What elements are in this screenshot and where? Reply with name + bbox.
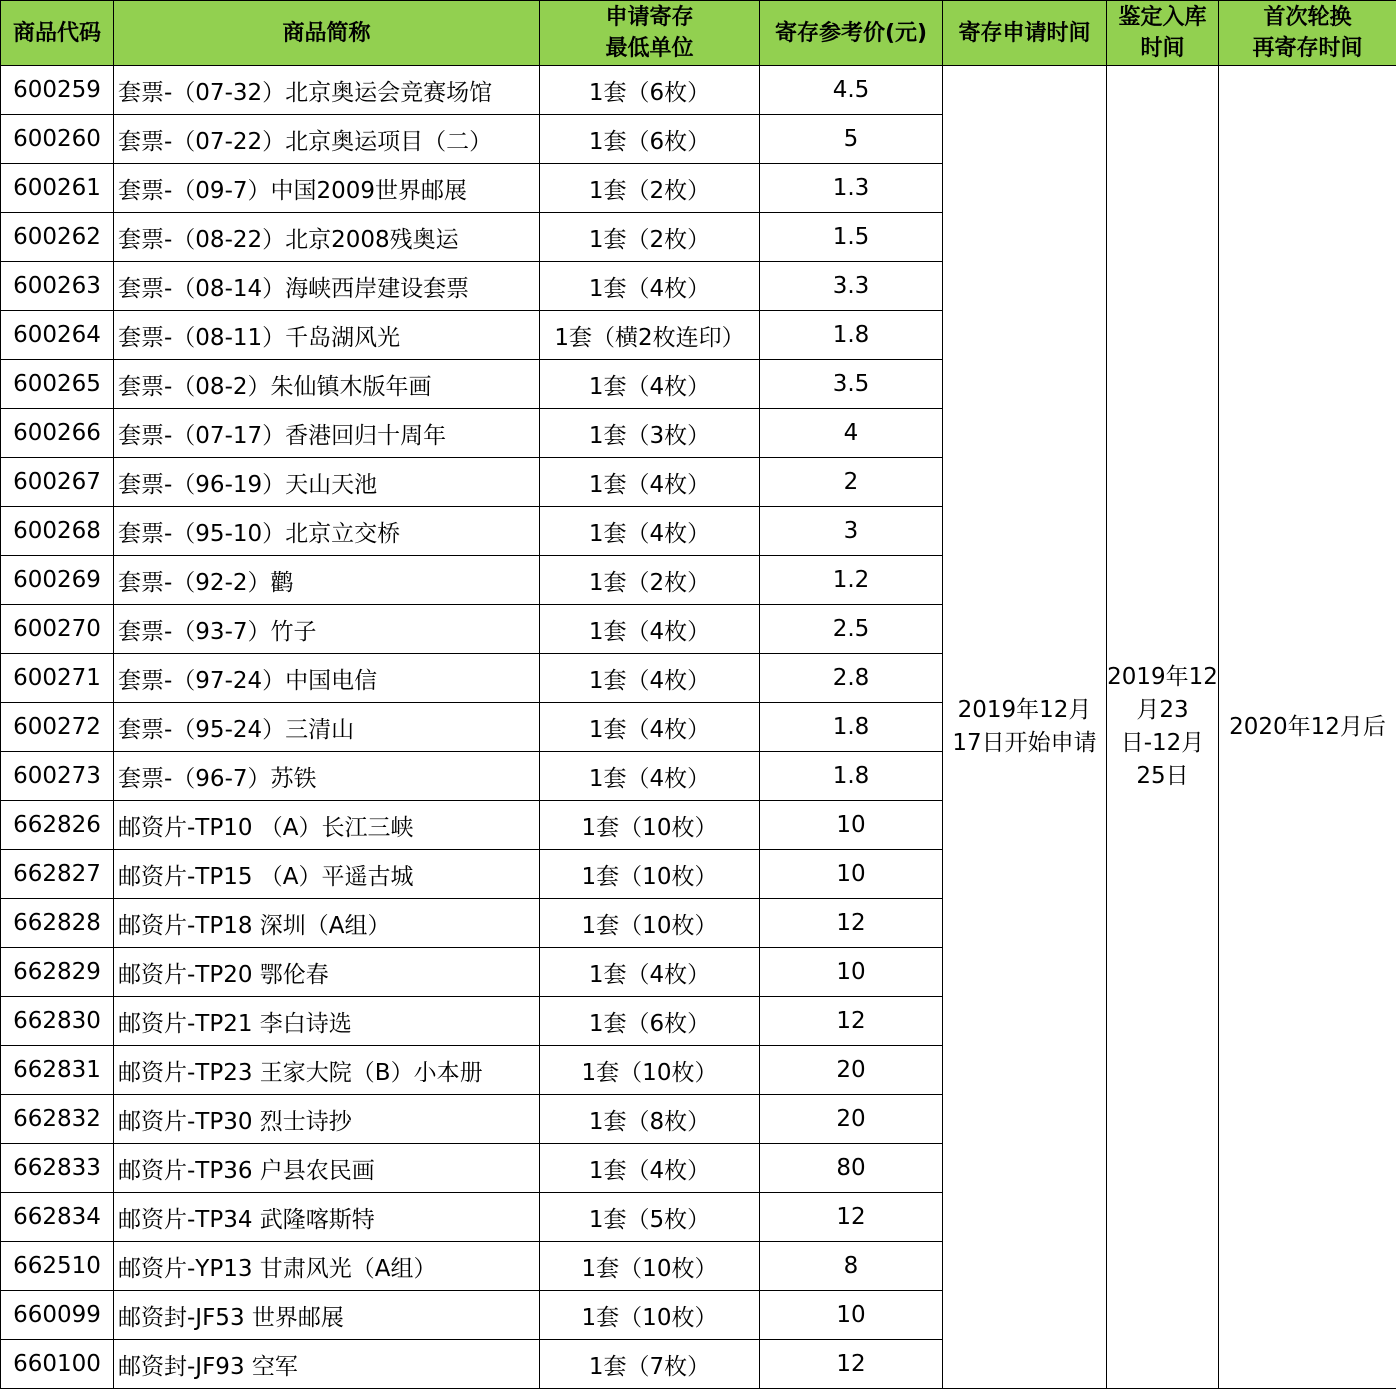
cell-unit: 1套（4枚） [540,1144,760,1193]
cell-unit: 1套（4枚） [540,458,760,507]
cell-price: 3 [760,507,943,556]
cell-code: 662833 [1,1144,114,1193]
cell-name: 邮资片-TP30 烈士诗抄 [114,1095,540,1144]
cell-price: 10 [760,850,943,899]
cell-unit: 1套（2枚） [540,164,760,213]
cell-code: 600262 [1,213,114,262]
cell-unit: 1套（3枚） [540,409,760,458]
cell-price: 2.8 [760,654,943,703]
cell-price: 80 [760,1144,943,1193]
cell-name: 邮资片-TP15 （A）平遥古城 [114,850,540,899]
cell-name: 邮资片-TP10 （A）长江三峡 [114,801,540,850]
cell-unit: 1套（10枚） [540,1046,760,1095]
cell-price: 1.2 [760,556,943,605]
cell-name: 套票-（07-22）北京奥运项目（二） [114,115,540,164]
cell-name: 套票-（92-2）鹳 [114,556,540,605]
cell-name: 套票-（08-2）朱仙镇木版年画 [114,360,540,409]
cell-unit: 1套（5枚） [540,1193,760,1242]
cell-code: 600266 [1,409,114,458]
header-rotate-time [1219,1,1396,66]
header-unit-line2: 最低单位 [605,36,694,61]
cell-code: 662832 [1,1095,114,1144]
cell-price: 4 [760,409,943,458]
cell-price: 2.5 [760,605,943,654]
cell-code: 600263 [1,262,114,311]
cell-price: 10 [760,1291,943,1340]
header-appraise-line2: 时间 [1140,36,1185,61]
cell-unit: 1套（4枚） [540,360,760,409]
header-appraise-line1: 鉴定入库 [1118,5,1207,30]
cell-unit: 1套（4枚） [540,948,760,997]
cell-unit: 1套（10枚） [540,1291,760,1340]
cell-code: 662510 [1,1242,114,1291]
cell-price: 20 [760,1046,943,1095]
cell-price: 1.8 [760,311,943,360]
cell-price: 1.5 [760,213,943,262]
cell-code: 662826 [1,801,114,850]
cell-unit: 1套（4枚） [540,605,760,654]
cell-name: 套票-（93-7）竹子 [114,605,540,654]
cell-price: 3.5 [760,360,943,409]
cell-code: 600268 [1,507,114,556]
cell-unit: 1套（6枚） [540,997,760,1046]
cell-price: 2 [760,458,943,507]
cell-name: 套票-（95-10）北京立交桥 [114,507,540,556]
cell-unit: 1套（4枚） [540,654,760,703]
cell-name: 套票-（96-7）苏铁 [114,752,540,801]
cell-name: 邮资片-YP13 甘肃风光（A组） [114,1242,540,1291]
cell-price: 1.8 [760,752,943,801]
cell-code: 600272 [1,703,114,752]
cell-name: 邮资封-JF93 空军 [114,1340,540,1389]
cell-unit: 1套（8枚） [540,1095,760,1144]
cell-price: 3.3 [760,262,943,311]
cell-unit: 1套（4枚） [540,262,760,311]
cell-name: 套票-（07-32）北京奥运会竞赛场馆 [114,66,540,115]
cell-name: 邮资片-TP21 李白诗选 [114,997,540,1046]
cell-name: 邮资片-TP34 武隆喀斯特 [114,1193,540,1242]
cell-price: 20 [760,1095,943,1144]
header-row [1,1,1396,66]
cell-price: 12 [760,899,943,948]
cell-unit: 1套（10枚） [540,801,760,850]
header-appraise-time [1107,1,1219,66]
cell-code: 600265 [1,360,114,409]
cell-unit: 1套（6枚） [540,115,760,164]
cell-code: 600260 [1,115,114,164]
cell-name: 邮资片-TP20 鄂伦春 [114,948,540,997]
cell-price: 1.3 [760,164,943,213]
cell-code: 662834 [1,1193,114,1242]
cell-price: 10 [760,801,943,850]
cell-code: 600269 [1,556,114,605]
header-apply-time: 寄存申请时间 [943,1,1107,66]
cell-name: 套票-（95-24）三清山 [114,703,540,752]
cell-price: 12 [760,1340,943,1389]
cell-code: 662831 [1,1046,114,1095]
cell-name: 套票-（08-11）千岛湖风光 [114,311,540,360]
cell-name: 套票-（09-7）中国2009世界邮展 [114,164,540,213]
cell-unit: 1套（10枚） [540,1242,760,1291]
cell-unit: 1套（10枚） [540,850,760,899]
cell-price: 1.8 [760,703,943,752]
cell-code: 662828 [1,899,114,948]
cell-code: 600261 [1,164,114,213]
cell-name: 邮资片-TP36 户县农民画 [114,1144,540,1193]
cell-name: 邮资片-TP23 王家大院（B）小本册 [114,1046,540,1095]
cell-name: 套票-（08-22）北京2008残奥运 [114,213,540,262]
header-name: 商品简称 [114,1,540,66]
cell-code: 660100 [1,1340,114,1389]
header-rotate-line1: 首次轮换 [1263,5,1352,30]
cell-code: 660099 [1,1291,114,1340]
cell-code: 662829 [1,948,114,997]
header-unit-line1: 申请寄存 [605,5,694,30]
cell-price: 5 [760,115,943,164]
cell-unit: 1套（7枚） [540,1340,760,1389]
cell-appraise-time: 2019年12月23日-12月25日 [1107,66,1219,1389]
cell-code: 600270 [1,605,114,654]
cell-price: 8 [760,1242,943,1291]
cell-price: 4.5 [760,66,943,115]
cell-unit: 1套（2枚） [540,556,760,605]
cell-unit: 1套（横2枚连印） [540,311,760,360]
cell-price: 12 [760,997,943,1046]
cell-apply-time: 2019年12月17日开始申请 [943,66,1107,1389]
cell-rotate-time: 2020年12月后 [1219,66,1396,1389]
cell-unit: 1套（4枚） [540,507,760,556]
header-rotate-line2: 再寄存时间 [1252,36,1363,61]
table-row [1,66,1396,115]
table-body [1,66,1396,1389]
cell-name: 套票-（96-19）天山天池 [114,458,540,507]
cell-unit: 1套（2枚） [540,213,760,262]
cell-price: 10 [760,948,943,997]
cell-code: 600264 [1,311,114,360]
cell-code: 600267 [1,458,114,507]
header-code: 商品代码 [1,1,114,66]
header-price: 寄存参考价(元) [760,1,943,66]
cell-name: 邮资封-JF53 世界邮展 [114,1291,540,1340]
cell-name: 套票-（07-17）香港回归十周年 [114,409,540,458]
cell-name: 套票-（97-24）中国电信 [114,654,540,703]
cell-name: 套票-（08-14）海峡西岸建设套票 [114,262,540,311]
cell-code: 662827 [1,850,114,899]
cell-unit: 1套（4枚） [540,703,760,752]
cell-code: 662830 [1,997,114,1046]
header-unit [540,1,760,66]
cell-unit: 1套（4枚） [540,752,760,801]
cell-code: 600273 [1,752,114,801]
cell-unit: 1套（10枚） [540,899,760,948]
cell-code: 600271 [1,654,114,703]
cell-name: 邮资片-TP18 深圳（A组） [114,899,540,948]
cell-unit: 1套（6枚） [540,66,760,115]
cell-code: 600259 [1,66,114,115]
cell-price: 12 [760,1193,943,1242]
